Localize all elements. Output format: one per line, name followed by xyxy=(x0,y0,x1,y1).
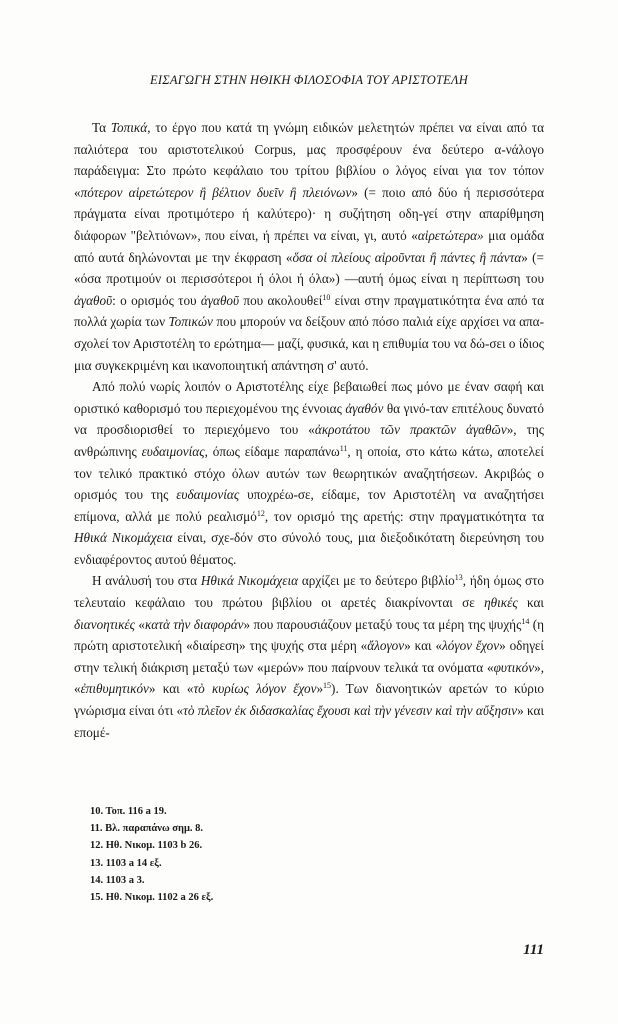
text-run: Τα xyxy=(92,120,111,135)
text-run: , ήδη όμως στο τελευταίο κεφάλαιο του πρώτου βιβλίου οι αρετές διακρίνονται σε xyxy=(74,573,544,611)
running-head: ΕΙΣΑΓΩΓΗ ΣΤΗΝ ΗΘΙΚΗ ΦΙΛΟΣΟΦΙΑ ΤΟΥ ΑΡΙΣΤΟΤΕΛΗ xyxy=(150,73,468,87)
text-run: , όπως είδαμε παραπάνω xyxy=(204,443,340,459)
footnote: 12. Ηθ. Νικομ. 1103 b 26. xyxy=(90,840,203,852)
italic-text: κατὰ τὴν διαφοράν xyxy=(144,616,244,632)
footnote-ref: 10 xyxy=(322,292,331,302)
text-run: είναι στην πραγματικότητα ένα από τα πολλά χωρία των xyxy=(74,292,545,330)
text-run: « xyxy=(134,616,145,632)
text-run: είναι, σχε-δόν στο σύνολό τους, μια διεξοδικότατη διερεύνηση του ενδιαφέροντος αυτού θέματος. xyxy=(74,530,544,567)
paragraph-2 xyxy=(74,376,544,570)
italic-text: διανοητικές xyxy=(74,616,135,632)
text-run: Η ανάλυσή του στα xyxy=(92,573,201,589)
text-run: » (= ποιο από δύο ή περισσότερα πράγματα είναι προτιμότερο ή καλύτερο)· η συζήτηση οδη-γεί στην απαρίθμηση διάφορων "βελτιόνων», που είναι, ή πρέπει να είναι, γι, αυτό « xyxy=(74,184,544,243)
footnote: 13. 1103 a 14 εξ. xyxy=(90,857,162,869)
text-run: , τον ορισμό της αρετής: στην πραγματικότητα τα xyxy=(264,508,544,524)
footnote-ref: 13 xyxy=(454,573,463,583)
text-run: » xyxy=(316,681,324,697)
text-run: (η πρώτη αριστοτελική «διαίρεση» της ψυχής στα μέρη « xyxy=(74,616,545,654)
italic-text: ἄλογον xyxy=(367,638,405,654)
paragraph-1 xyxy=(74,117,544,376)
text-run: » (= «όσα προτιμούν οι περισσότεροι ή όλοι ή όλα») —αυτή όμως είναι η περίπτωση του xyxy=(74,249,544,287)
text-run: » και « xyxy=(404,638,443,654)
text-run: μια ομάδα από αυτά δηλώνονται με την έκφραση « xyxy=(74,227,544,265)
text-run: που ακολουθεί xyxy=(239,292,323,308)
text-run: », της ανθρώπινης xyxy=(74,422,545,459)
italic-text: ευδαιμονίας xyxy=(141,443,205,459)
text-run: » και επομέ- xyxy=(74,703,544,740)
text-run: , η οποία, στο κάτω κάτω, αποτελεί τον τελικό πρακτικό στόχο όλων αυτών των θεωρητικών αναζητήσεων. Ακριβώς ο ορισμός του της xyxy=(74,443,544,503)
italic-text: φυτικόν xyxy=(493,659,535,675)
footnote: 11. Βλ. παραπάνω σημ. 8. xyxy=(90,823,204,835)
text-run: » και « xyxy=(148,681,194,697)
italic-text: ἀγαθοῦ xyxy=(74,292,113,308)
footnote-ref: 11 xyxy=(339,443,348,453)
italic-text: πότερον αἱρετώτερον ἢ βέλτιον δυεῖν ἢ πλειόνων xyxy=(80,184,352,200)
text-run: » οδηγεί στην τελική διάκριση μεταξύ των «μερών» που παίρνουν τελικά τα ονόματα « xyxy=(74,638,544,675)
footnote-ref: 15 xyxy=(323,681,332,691)
text-run: » που παρουσιάζουν μεταξύ τους τα μέρη της ψυχής xyxy=(243,616,522,632)
italic-text: Τοπικά xyxy=(110,120,148,135)
text-run: αρχίζει με το δεύτερο βιβλίο xyxy=(298,573,455,589)
text-run: που μπορούν να δείξουν από πόσο παλιά είχε αρχίσει να απα-σχολεί τον Αριστοτέλη το ερώτημα— μαζί, φυσικά, και η επιθυμία του να δώ-σει ο ίδιος μια συγκεκριμένη και ικανοποιητική απάντηση σ' αυτό. xyxy=(74,314,544,373)
footnote: 14. 1103 a 3. xyxy=(90,874,145,886)
footnote: 15. Ηθ. Νικομ. 1102 a 26 εξ. xyxy=(90,892,214,904)
footnote: 10. Τοπ. 116 a 19. xyxy=(90,806,167,817)
paragraph-3 xyxy=(74,570,544,743)
italic-text: Ηθικά Νικομάχεια xyxy=(200,573,299,589)
italic-text: ευδαιμονίας xyxy=(176,487,240,503)
footnote-ref: 12 xyxy=(256,508,265,518)
text-run: : ο ορισμός του xyxy=(112,292,201,308)
text-run: υποχρέω-σε, είδαμε, τον Αριστοτέλη να αναζητήσει επίμονα, αλλά με πολύ ρεαλισμό xyxy=(74,487,545,524)
footnotes xyxy=(90,803,213,906)
text-run: », « xyxy=(74,659,544,697)
text-run: ). Των διανοητικών αρετών το κύριο γνώρισμα είναι ότι « xyxy=(74,681,544,719)
body-text xyxy=(74,117,544,743)
text-run: και xyxy=(517,595,544,611)
italic-text: αἱρετώτερα» xyxy=(417,227,484,243)
italic-text: τὸ πλεῖον ἐκ διδασκαλίας ἔχουσι καὶ τὴν γένεσιν καὶ τὴν αὔξησιν xyxy=(183,703,518,719)
text-run: Από πολύ νωρίς λοιπόν ο Αριστοτέλης είχε βεβαιωθεί πως μόνο με έναν σαφή και οριστικό καθορισμό του περιεχομένου της έννοιας xyxy=(74,379,544,416)
italic-text: ἀγαθόν xyxy=(345,400,384,416)
italic-text: τὸ κυρίως λόγον ἔχον xyxy=(193,681,317,697)
page-number: 111 xyxy=(523,942,544,958)
italic-text: Τοπικών xyxy=(168,314,213,330)
italic-text: ἀγαθοῦ xyxy=(200,292,240,308)
italic-text: Ηθικά Νικομάχεια xyxy=(74,530,173,546)
text-run: θα γινό-ταν επιτέλους δυνατό να προσδιορισθεί το περιεχόμενο του « xyxy=(74,400,544,438)
italic-text: ἐπιθυμητικόν xyxy=(80,681,149,697)
italic-text: ηθικές xyxy=(484,595,518,611)
italic-text: ἀκροτάτου τῶν πρακτῶν ἀγαθῶν xyxy=(314,422,507,438)
italic-text: λόγον ἔχον xyxy=(442,638,500,654)
italic-text: ὅσα οἱ πλείους αἱροῦνται ἢ πάντες ἢ πάντα xyxy=(292,249,522,265)
footnote-ref: 14 xyxy=(521,616,530,626)
text-run: , το έργο που κατά τη γνώμη ειδικών μελετητών πρέπει να είναι από τα παλιότερα του αριστοτελικού Corpus, μας προσφέρουν ένα δεύτερο α-νάλογο παράδειγμα: Στο πρώτο κεφάλαιο του τρίτου βιβλίου ο λόγος είναι για τον τόπον « xyxy=(74,120,545,200)
